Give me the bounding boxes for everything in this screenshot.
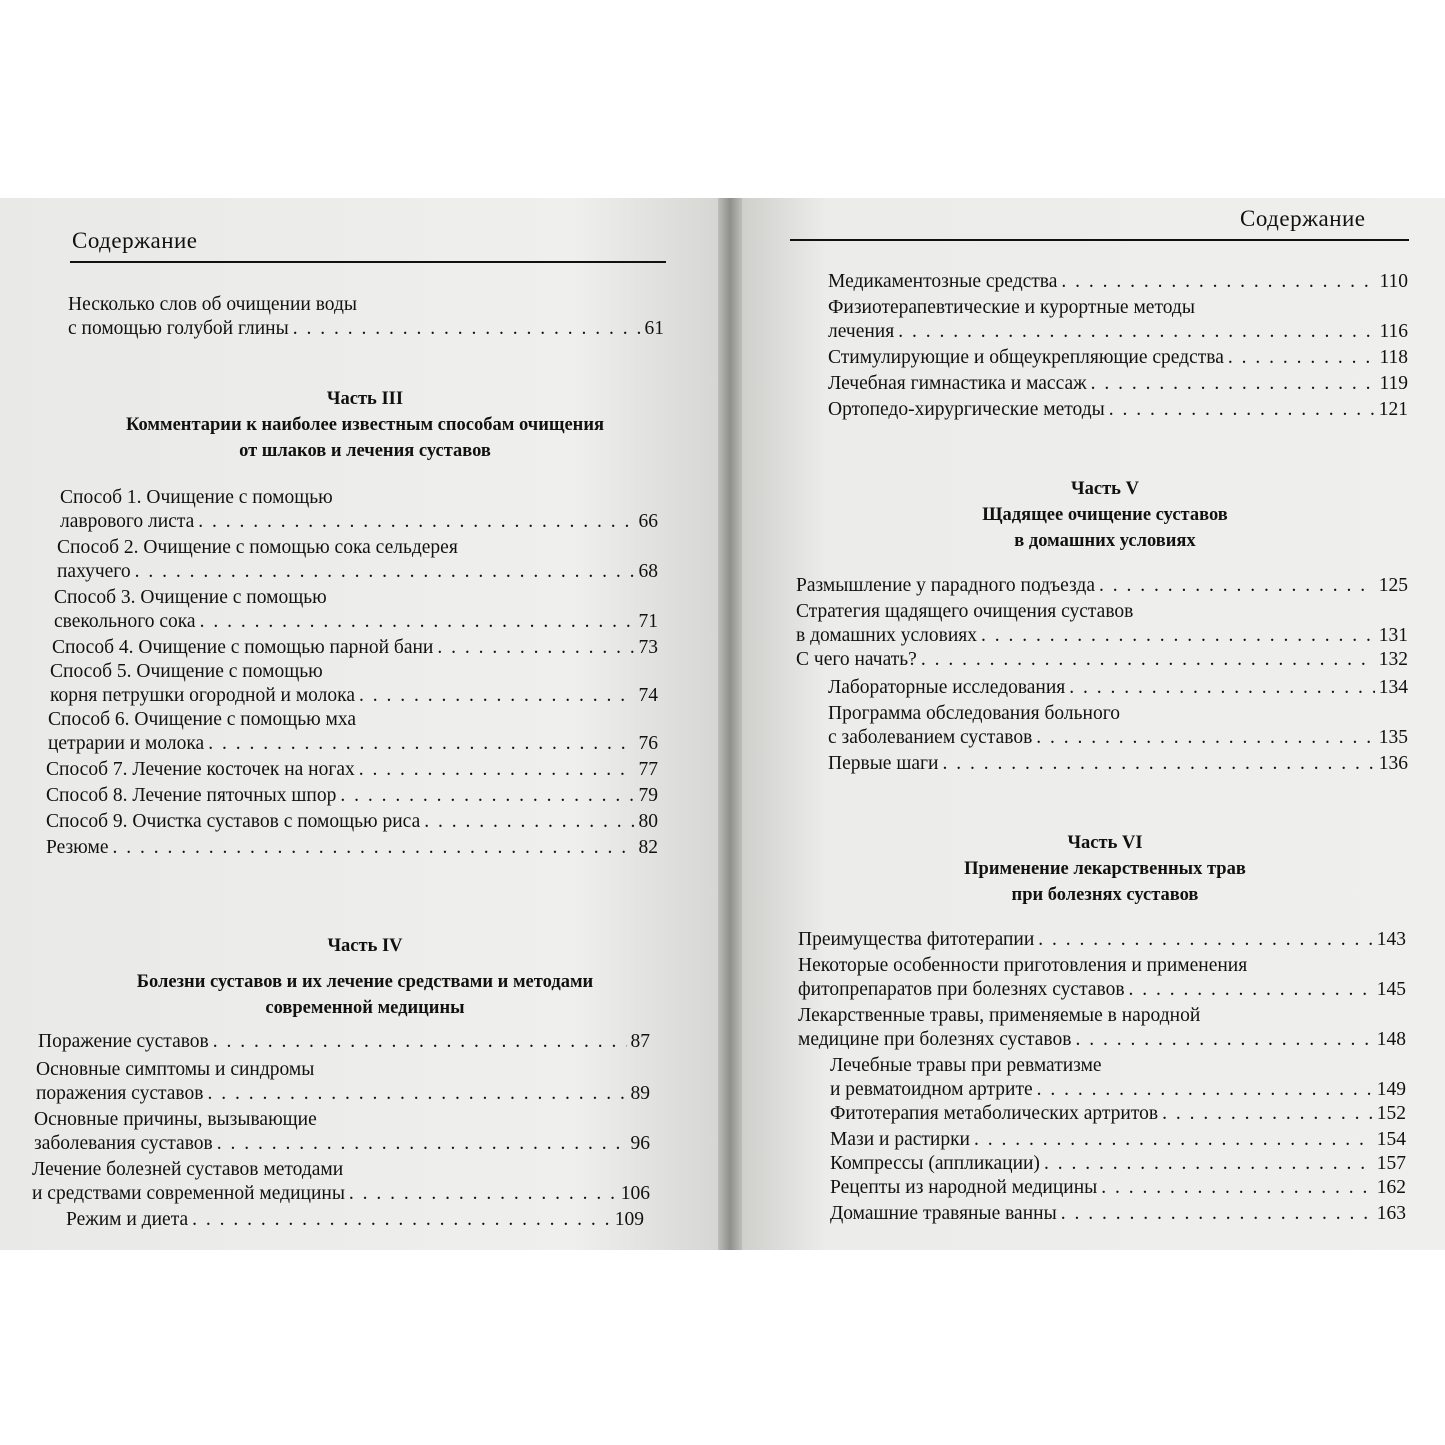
toc-entry-title: Ортопедо-хирургические методы [828,399,1105,420]
leader-dots [213,1030,627,1054]
toc-entry-title: Первые шаги [828,753,939,774]
toc-entry [60,486,658,534]
leader-dots [1075,1028,1372,1052]
toc-entry-title: Лекарственные травы, применяемые в народной [798,1005,1201,1026]
toc-entry-title: в домашних условиях [796,625,978,646]
leader-dots [1036,726,1374,750]
leader-dots [207,1082,626,1106]
toc-entry-title: Способ 1. Очищение с помощью [60,487,333,508]
running-head-right: Содержание [1240,206,1366,231]
toc-entry-title: с заболеванием суставов [828,727,1033,748]
toc-entry-title: Стимулирующие и общеукрепляющие средства [828,347,1224,368]
toc-entry-title: Лечебная гимнастика и массаж [828,373,1087,394]
leader-dots [1101,1176,1373,1200]
toc-page-number: 163 [1376,1203,1406,1224]
toc-entry [52,636,658,660]
toc-entry-title: поражения суставов [36,1083,204,1104]
toc-entry-title: Поражение суставов [38,1031,209,1052]
toc-entry [830,1202,1406,1226]
part-heading-4: Часть IV Болезни суставов и их лечение средствами и методами современной медицины [136,936,594,1018]
toc-page-number: 152 [1376,1103,1406,1124]
toc-page-number: 79 [638,785,658,806]
toc-entry [798,1004,1406,1052]
leader-dots [359,758,635,782]
leader-dots [340,784,634,808]
leader-dots [974,1128,1373,1152]
toc-entry [828,676,1408,700]
toc-entry [54,586,658,634]
toc-entry-title: Физиотерапевтические и курортные методы [828,297,1195,318]
part-heading-3: Часть III Комментарии к наиболее известным способам очищения от шлаков и лечения суставов [125,389,605,461]
toc-page-number: 71 [638,611,658,632]
toc-page-number: 131 [1378,625,1408,646]
toc-entry [57,536,658,584]
toc-page-number: 68 [638,561,658,582]
toc-entry [48,708,658,756]
leader-dots [200,610,635,634]
toc-page-number: 109 [614,1209,644,1230]
toc-entry-title: Основные симптомы и синдромы [36,1059,315,1080]
toc-entry [46,784,658,808]
toc-page-number: 80 [638,811,658,832]
toc-entry: Несколько слов об очищении воды с помощью голубой глины . . . 61 [68,293,664,341]
toc-entry-title: Способ 6. Очищение с помощью мха [48,709,357,730]
leader-dots [921,648,1375,672]
toc-entry [66,1208,644,1232]
toc-page-number: 77 [638,759,658,780]
toc-page-number: 74 [638,685,658,706]
toc-entry-title: Домашние травяные ванны [830,1203,1057,1224]
toc-page-number: 154 [1376,1129,1406,1150]
leader-dots [424,810,634,834]
toc-entry [46,758,658,782]
toc-page-number: 89 [630,1083,650,1104]
toc-entry-title: пахучего [57,561,131,582]
leader-dots [113,836,635,860]
toc-entry-title: Медикаментозные средства [828,271,1058,292]
toc-entry-title: и ревматоидном артрите [830,1079,1033,1100]
leader-dots [1061,270,1375,294]
toc-entry-title: медицине при болезнях суставов [798,1029,1072,1050]
toc-page-number: 87 [630,1031,650,1052]
toc-entry-title: Некоторые особенности приготовления и применения [798,955,1248,976]
toc-page-number: 134 [1378,677,1408,698]
leader-dots [1091,372,1376,396]
header-rule-right [790,239,1409,241]
toc-entry-title: Рецепты из народной медицины [830,1177,1098,1198]
toc-entry-title: Способ 5. Очищение с помощью [50,661,323,682]
toc-page-number: 145 [1376,979,1406,1000]
toc-page-number: 106 [620,1183,650,1204]
toc-entry-title: Способ 2. Очищение с помощью сока сельдерея [57,537,458,558]
toc-entry-title: Компрессы (аппликации) [830,1153,1040,1174]
toc-entry [828,398,1408,422]
toc-entry-title: Лечение болезней суставов методами [32,1159,344,1180]
toc-entry-title: заболевания суставов [34,1133,213,1154]
toc-entry [796,574,1408,598]
leader-dots [1228,346,1376,370]
leader-dots [359,684,635,708]
toc-entry-title: лечения [828,321,895,342]
toc-page-number: 110 [1379,271,1408,292]
toc-entry [46,836,658,860]
toc-entry [830,1054,1406,1102]
toc-entry-title: С чего начать? [796,649,917,670]
toc-page-number: 162 [1376,1177,1406,1198]
toc-entry [828,752,1408,776]
toc-entry-title: Преимущества фитотерапии [798,929,1035,950]
toc-entry [828,346,1408,370]
toc-entry-title: Мази и растирки [830,1129,970,1150]
toc-entry-title: Режим и диета [66,1209,189,1230]
leader-dots [1129,978,1373,1002]
toc-page-number: 125 [1378,575,1408,596]
toc-entry-title: Способ 8. Лечение пяточных шпор [46,785,337,806]
leader-dots [349,1182,617,1206]
leader-dots [1061,1202,1373,1226]
toc-entry-title: свекольного сока [54,611,196,632]
toc-page-number: 82 [638,837,658,858]
toc-entry-title: Размышление у парадного подъезда [796,575,1095,596]
toc-entry-title: и средствами современной медицины [32,1183,345,1204]
toc-entry [32,1158,650,1206]
toc-page-number: 135 [1378,727,1408,748]
toc-entry [828,296,1408,344]
leader-dots [1069,676,1374,700]
leader-dots [217,1132,627,1156]
toc-entry-title: Стратегия щадящего очищения суставов [796,601,1134,622]
toc-entry [830,1102,1406,1126]
toc-entry-title: Основные причины, вызывающие [34,1109,317,1130]
toc-entry [34,1108,650,1156]
toc-entry [38,1030,650,1054]
toc-entry [796,600,1408,648]
leader-dots [898,320,1375,344]
part-heading-5: Часть V Щадящее очищение суставов в домашних условиях [982,479,1228,551]
toc-entry-title: лаврового листа [60,511,195,532]
toc-entry [36,1058,650,1106]
leader-dots [1044,1152,1373,1176]
toc-page-number: 121 [1378,399,1408,420]
toc-entry-title: Лабораторные исследования [828,677,1066,698]
toc-page-number: 132 [1378,649,1408,670]
leader-dots [1037,1078,1373,1102]
toc-entry [46,810,658,834]
leader-dots [208,732,634,756]
leader-dots [192,1208,611,1232]
toc-page-number: 73 [638,637,658,658]
leader-dots [437,636,634,660]
toc-page-number: 136 [1378,753,1408,774]
toc-page-number: 96 [630,1133,650,1154]
toc-entry [798,954,1406,1002]
toc-entry [50,660,658,708]
running-head-left: Содержание [72,228,198,253]
toc-entry [828,270,1408,294]
toc-entry-title: Программа обследования больного [828,703,1120,724]
toc-entry [830,1176,1406,1200]
toc-entry-title: Способ 7. Лечение косточек на ногах [46,759,355,780]
toc-entry [798,928,1406,952]
toc-entry-title: фитопрепаратов при болезнях суставов [798,979,1125,1000]
toc-page-number: 119 [1379,373,1408,394]
toc-entry-title: Способ 3. Очищение с помощью [54,587,327,608]
toc-entry [828,372,1408,396]
toc-entry-title: Способ 9. Очистка суставов с помощью риса [46,811,421,832]
toc-entry-title: цетрарии и молока [48,733,205,754]
toc-page-number: 118 [1379,347,1408,368]
toc-entry-title: Фитотерапия метаболических артритов [830,1103,1159,1124]
toc-entry-title: Лечебные травы при ревматизме [830,1055,1102,1076]
toc-entry [830,1128,1406,1152]
book-gutter [718,198,742,1250]
toc-page-number: 157 [1376,1153,1406,1174]
leader-dots [981,624,1375,648]
toc-entry [828,702,1408,750]
leader-dots [1099,574,1375,598]
toc-page-number: 76 [638,733,658,754]
toc-page-number: 66 [638,511,658,532]
toc-page-number: 149 [1376,1079,1406,1100]
leader-dots [942,752,1374,776]
toc-page-number: 148 [1376,1029,1406,1050]
toc-entry-title: Резюме [46,837,109,858]
part-heading-6: Часть VI Применение лекарственных трав при болезнях суставов [964,833,1246,905]
leader-dots [135,560,635,584]
header-rule-left [70,261,666,263]
leader-dots [198,510,634,534]
toc-entry [830,1152,1406,1176]
toc-page-number: 116 [1379,321,1408,342]
toc-entry-title: корня петрушки огородной и молока [50,685,355,706]
toc-entry-title: Способ 4. Очищение с помощью парной бани [52,637,434,658]
leader-dots [1038,928,1372,952]
toc-page-number: 143 [1376,929,1406,950]
toc-entry [796,648,1408,672]
leader-dots [1109,398,1375,422]
leader-dots [1162,1102,1373,1126]
